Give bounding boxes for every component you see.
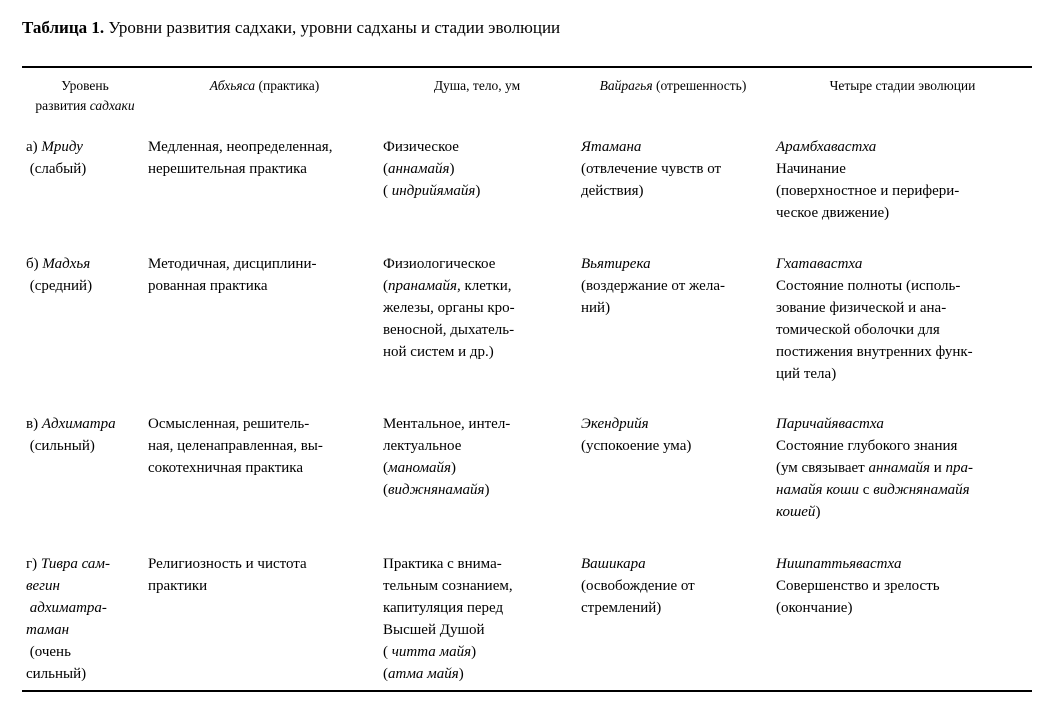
text-run: стремлений) [581, 600, 662, 616]
text-run: ) [471, 644, 477, 660]
text-line [776, 180, 1032, 202]
text-run: Физическое [383, 139, 459, 155]
column-header-soul-body-mind [381, 76, 573, 96]
text-line [383, 435, 573, 457]
table-cell-soul-body-mind [381, 413, 573, 501]
text-line [383, 641, 573, 663]
text-line [581, 435, 773, 457]
text-line [776, 457, 1032, 479]
text-run: Арамбхавастха [776, 139, 877, 155]
text-run: и [929, 460, 946, 476]
text-line [776, 553, 1032, 575]
text-run: в) [26, 416, 42, 432]
text-run: ций тела) [776, 366, 837, 382]
text-run: Экендрийя [581, 416, 649, 432]
text-line [148, 76, 381, 96]
text-run: ) [449, 161, 455, 177]
text-line [581, 413, 773, 435]
table-cell-sadhaka-level [22, 136, 148, 180]
text-run: Совершенство и зрелость [776, 578, 940, 594]
text-run: Начинание [776, 161, 846, 177]
text-run: (освобождение от [581, 578, 695, 594]
text-run: Мадхья [42, 256, 91, 272]
text-line [581, 158, 773, 180]
text-run: (очень [26, 644, 71, 660]
text-run: ( [383, 460, 388, 476]
text-run: практики [148, 578, 208, 594]
table-cell-soul-body-mind [381, 553, 573, 685]
table-cell-sadhaka-level [22, 553, 148, 685]
table-cell-vairagya-detachment [573, 413, 773, 457]
table-cell-vairagya-detachment [573, 253, 773, 319]
text-run: кошей [776, 504, 816, 520]
text-line [383, 413, 573, 435]
text-run: Ментальное, интел- [383, 416, 511, 432]
text-line [26, 275, 148, 297]
text-line [776, 501, 1032, 523]
text-line [776, 136, 1032, 158]
text-run: веносной, дыхатель- [383, 322, 515, 338]
text-line [26, 158, 148, 180]
text-line [148, 575, 381, 597]
text-line [148, 457, 381, 479]
text-line [22, 76, 148, 96]
text-run: ( [383, 278, 388, 294]
table-cell-four-evolution-stages [773, 136, 1032, 224]
text-line [383, 341, 573, 363]
text-line [776, 202, 1032, 224]
text-run: (практика) [255, 78, 320, 93]
table-header-row [22, 68, 1032, 136]
text-run: ( [383, 183, 392, 199]
text-line [776, 297, 1032, 319]
text-run: Абхьяса [209, 78, 256, 93]
text-run: , клетки, [457, 278, 512, 294]
text-run: сильный) [26, 666, 87, 682]
text-run: ) [451, 460, 456, 476]
text-run: Практика с внима- [383, 556, 502, 572]
text-run: ческое движение) [776, 205, 890, 221]
text-run: атма майя [388, 666, 459, 682]
text-run: (воздержание от жела- [581, 278, 725, 294]
text-run: ) [458, 666, 464, 682]
text-run: железы, органы кро- [383, 300, 515, 316]
text-run: постижения внутренних функ- [776, 344, 973, 360]
text-line [383, 479, 573, 501]
text-line [381, 76, 573, 96]
column-header-abhyasa-practice [148, 76, 381, 96]
text-run: ( [383, 644, 392, 660]
text-line [581, 180, 773, 202]
text-line [383, 319, 573, 341]
text-line [22, 96, 148, 116]
text-line [776, 275, 1032, 297]
text-line [383, 597, 573, 619]
text-run: ний) [581, 300, 611, 316]
text-line [383, 253, 573, 275]
table-cell-abhyasa-practice [148, 413, 381, 479]
text-run: тельным сознанием, [383, 578, 513, 594]
text-run: Религиозность и чистота [148, 556, 307, 572]
text-line [148, 435, 381, 457]
table-cell-sadhaka-level [22, 253, 148, 297]
text-run: (отвлечение чувств от [581, 161, 722, 177]
table-row-2 [22, 253, 1032, 413]
text-line [26, 619, 148, 641]
text-line [26, 253, 148, 275]
text-run: (ум связывает [776, 460, 869, 476]
text-line [776, 319, 1032, 341]
text-line [776, 597, 1032, 619]
text-run: Методичная, дисциплини- [148, 256, 317, 272]
text-run: Медленная, неопределенная, [148, 139, 333, 155]
text-run: нерешительная практика [148, 161, 307, 177]
text-run: пра- [945, 460, 973, 476]
text-run: садхаки [89, 98, 135, 113]
text-line [26, 413, 148, 435]
text-run: действия) [581, 183, 644, 199]
text-run: Ятамана [581, 139, 642, 155]
text-line [26, 575, 148, 597]
text-run: г) [26, 556, 41, 572]
text-run: Гхатавастха [776, 256, 863, 272]
text-line [383, 553, 573, 575]
text-line [773, 76, 1032, 96]
column-header-four-evolution-stages [773, 76, 1032, 96]
text-line [581, 275, 773, 297]
text-line [383, 457, 573, 479]
table-title [22, 16, 1032, 40]
table-cell-abhyasa-practice [148, 253, 381, 297]
text-line [383, 158, 573, 180]
text-line [581, 136, 773, 158]
text-line [581, 297, 773, 319]
text-line [383, 136, 573, 158]
text-line [581, 253, 773, 275]
text-line [776, 479, 1032, 501]
text-line [776, 363, 1032, 385]
text-run: пранамайя [388, 278, 457, 294]
text-run: ная, целенаправленная, вы- [148, 438, 323, 454]
text-run: виджнянамайя [388, 482, 485, 498]
text-run: ( [383, 666, 388, 682]
text-run: индрийямайя [391, 183, 476, 199]
text-run: Паричайявастха [776, 416, 884, 432]
text-run: (отрешенность) [652, 78, 747, 93]
table [22, 66, 1032, 692]
text-run: Мриду [41, 139, 83, 155]
text-run: Состояние глубокого знания [776, 438, 958, 454]
text-line [148, 553, 381, 575]
text-run: б) [26, 256, 43, 272]
text-run: (успокоение ума) [581, 438, 692, 454]
text-line [776, 435, 1032, 457]
text-line [581, 553, 773, 575]
text-line [581, 597, 773, 619]
text-line [776, 575, 1032, 597]
text-line [26, 553, 148, 575]
table-row-3 [22, 413, 1032, 553]
text-run: Тивра сам- [40, 556, 110, 572]
text-run: капитуляция перед [383, 600, 504, 616]
text-line [26, 663, 148, 685]
text-run: адхиматра- [26, 600, 107, 616]
text-run: Адхиматра [41, 416, 116, 432]
text-line [148, 275, 381, 297]
table-cell-sadhaka-level [22, 413, 148, 457]
text-run: рованная практика [148, 278, 268, 294]
text-run: лектуальное [383, 438, 462, 454]
text-run: аннамайя [868, 460, 930, 476]
text-line [383, 663, 573, 685]
text-run: аннамайя [388, 161, 450, 177]
text-run: с [859, 482, 874, 498]
text-line [148, 158, 381, 180]
text-line [148, 413, 381, 435]
text-line [776, 413, 1032, 435]
text-run: вегин [26, 578, 60, 594]
text-line [776, 158, 1032, 180]
text-run: ( [383, 161, 388, 177]
text-line [383, 575, 573, 597]
text-run: таман [26, 622, 70, 638]
text-line [148, 253, 381, 275]
text-run: зование физической и ана- [776, 300, 947, 316]
table-cell-soul-body-mind [381, 136, 573, 202]
text-run: Высшей Душой [383, 622, 485, 638]
text-line [573, 76, 773, 96]
text-line [383, 297, 573, 319]
text-line [581, 575, 773, 597]
text-run: Душа, тело, ум [433, 78, 521, 93]
table-body [22, 136, 1032, 690]
text-line [148, 136, 381, 158]
table-row-1 [22, 136, 1032, 253]
column-header-vairagya-detachment [573, 76, 773, 96]
text-run: (поверхностное и перифери- [776, 183, 960, 199]
text-run: а) [26, 139, 42, 155]
text-line [26, 597, 148, 619]
text-run: Физиологическое [383, 256, 496, 272]
text-run: намайя коши [776, 482, 860, 498]
table-cell-four-evolution-stages [773, 413, 1032, 523]
table-row-4 [22, 553, 1032, 690]
table-cell-vairagya-detachment [573, 553, 773, 619]
text-run: развития [35, 98, 90, 113]
table-title-text: Уровни развития садхаки, уровни садханы и стадии эволюции [104, 18, 561, 37]
text-run: Состояние полноты (исполь- [776, 278, 961, 294]
text-run: Вайрагья [599, 78, 653, 93]
table-cell-soul-body-mind [381, 253, 573, 363]
text-run: ) [475, 183, 481, 199]
text-run: Уровень [61, 78, 109, 93]
text-run: (сильный) [26, 438, 95, 454]
text-line [383, 619, 573, 641]
text-run: Четыре стадии эволюции [829, 78, 976, 93]
text-run: (средний) [26, 278, 93, 294]
table-cell-abhyasa-practice [148, 136, 381, 180]
text-run: ) [815, 504, 821, 520]
text-run: Вьятирека [581, 256, 651, 272]
column-header-sadhaka-level [22, 76, 148, 116]
text-run: виджнянамайя [873, 482, 970, 498]
text-line [26, 136, 148, 158]
text-run: ной систем и др.) [383, 344, 494, 360]
text-line [26, 435, 148, 457]
table-title-number: Таблица 1. [22, 18, 105, 37]
text-line [26, 641, 148, 663]
text-run: Вашикара [581, 556, 646, 572]
table-cell-four-evolution-stages [773, 253, 1032, 385]
text-run: (слабый) [26, 161, 87, 177]
table-cell-abhyasa-practice [148, 553, 381, 597]
text-run: Осмысленная, решитель- [148, 416, 310, 432]
text-line [383, 275, 573, 297]
table-cell-vairagya-detachment [573, 136, 773, 202]
text-run: томической оболочки для [776, 322, 940, 338]
text-run: маномайя [388, 460, 451, 476]
text-line [776, 253, 1032, 275]
text-line [776, 341, 1032, 363]
text-run: ) [484, 482, 490, 498]
text-line [383, 180, 573, 202]
text-run: сокотехничная практика [148, 460, 304, 476]
text-run: ( [383, 482, 388, 498]
text-run: Нишпаттьявастха [776, 556, 902, 572]
table-cell-four-evolution-stages [773, 553, 1032, 619]
text-run: (окончание) [776, 600, 853, 616]
text-run: читта майя [391, 644, 472, 660]
